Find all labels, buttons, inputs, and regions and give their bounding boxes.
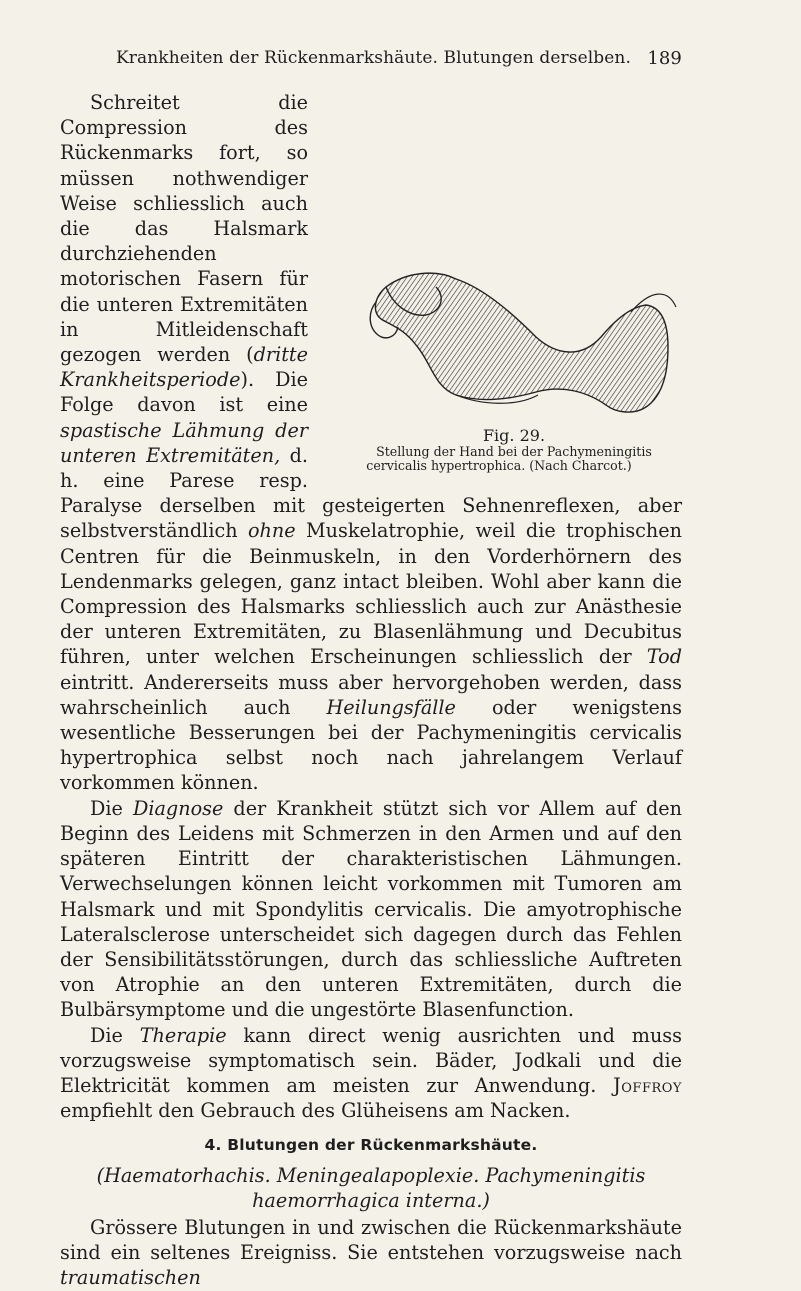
text-run: oder wenigstens wesentliche Besserungen bei der Pachymeningitis cervicalis hypertrophica selbst noch nach jahrelangem Verlauf vorkommen können. (60, 695, 683, 795)
text-run: eintritt. Andererseits muss aber hervorgehoben werden, dass wahrscheinlich auch (60, 670, 682, 719)
emphasis-heilungsfaelle: Heilungsfälle (326, 695, 456, 719)
hand-illustration (316, 267, 682, 419)
emphasis-ohne: ohne (247, 519, 296, 543)
paragraph-blutungen (60, 1215, 682, 1291)
text-run: der Krankheit stützt sich vor Allem auf den Beginn des Leidens mit Schmerzen in den Armen und auf den späteren Eintritt der charakteristischen Lähmungen. Verwechselungen können leicht vorkommen mit Tumoren am Halsmark und mit Spondylitis cervicalis. Die amyotrophische Lateralsclerose unterscheidet sich dagegen durch das Fehlen der Sensibilitätsstörungen, durch das schliessliche Auftreten von Atrophie an den unteren Extremitäten, durch die Bulbärsymptome und die ungestörte Blasenfunction. (60, 796, 682, 1022)
paragraph-therapie (60, 1023, 682, 1124)
emphasis-spastische: spastische Lähmung der unteren Extremitäten, (60, 418, 308, 467)
emphasis-therapie: Therapie (139, 1023, 227, 1047)
emphasis-dritte: dritte Krankheitsperiode (60, 343, 308, 392)
text-run: d. h. eine Parese resp. Paralyse derselben mit gesteigerten Sehnenreflexen, aber selbstverständlich (60, 443, 682, 543)
text-run: empfiehlt den Gebrauch des Glüheisens am Nacken. (60, 1099, 571, 1123)
section-subtitle: (Haematorhachis. Meningealapoplexie. Pachymeningitis haemorrhagica interna.) (96, 1163, 646, 1212)
text-run: Schreitet die Compression des Rückenmarks fort, so müssen nothwendiger Weise schliesslich auch die das Halsmark durchziehenden motorischen Fasern für die unteren Extremitäten in Mitleidenschaft gezogen werden ( (60, 91, 308, 367)
text-run: Muskelatrophie, weil die trophischen Centren für die Beinmuskeln, in den Vorderhörnern des Lendenmarks gelegen, ganz intact bleiben. Wohl aber kann die Compression des Halsmarks schliesslich auch zur Anästhesie der unteren Extremitäten, zu Blasenlähmung und Decubitus führen, unter welchen Erscheinungen schliesslich der (60, 519, 682, 669)
page-number: 189 (647, 48, 682, 69)
figure-label: Fig. 29. (482, 426, 546, 445)
section-heading: 4. Blutungen der Rückenmarkshäute. (204, 1136, 538, 1155)
paragraph-diagnose (60, 796, 682, 1023)
text-run: kann direct wenig ausrichten und muss vorzugsweise symptomatisch sein. Bäder, Jodkali und die Elektricität kommen am meisten zur Anwendung. (60, 1023, 682, 1097)
body-text (60, 90, 682, 1291)
text-run: Die (90, 1023, 140, 1047)
emphasis-traumatischen: traumatischen (60, 1266, 201, 1290)
text-run: ). Die Folge davon ist eine (60, 368, 308, 417)
figure-29 (316, 267, 682, 482)
header-title: Krankheiten der Rückenmarkshäute. Blutungen derselben. (116, 48, 631, 68)
emphasis-diagnose: Diagnose (132, 796, 224, 820)
author-joffroy: Joffroy (613, 1073, 682, 1097)
emphasis-tod: Tod (646, 645, 682, 669)
text-run: Grössere Blutungen in und zwischen die Rückenmarkshäute sind ein seltenes Ereigniss. Sie entstehen vorzugsweise nach (60, 1215, 682, 1265)
figure-caption: Stellung der Hand bei der Pachymeningitis cervicalis hypertrophica. (Nach Charcot.) (366, 444, 652, 473)
paragraph-compression (60, 90, 682, 796)
text-run: Die (90, 796, 133, 820)
